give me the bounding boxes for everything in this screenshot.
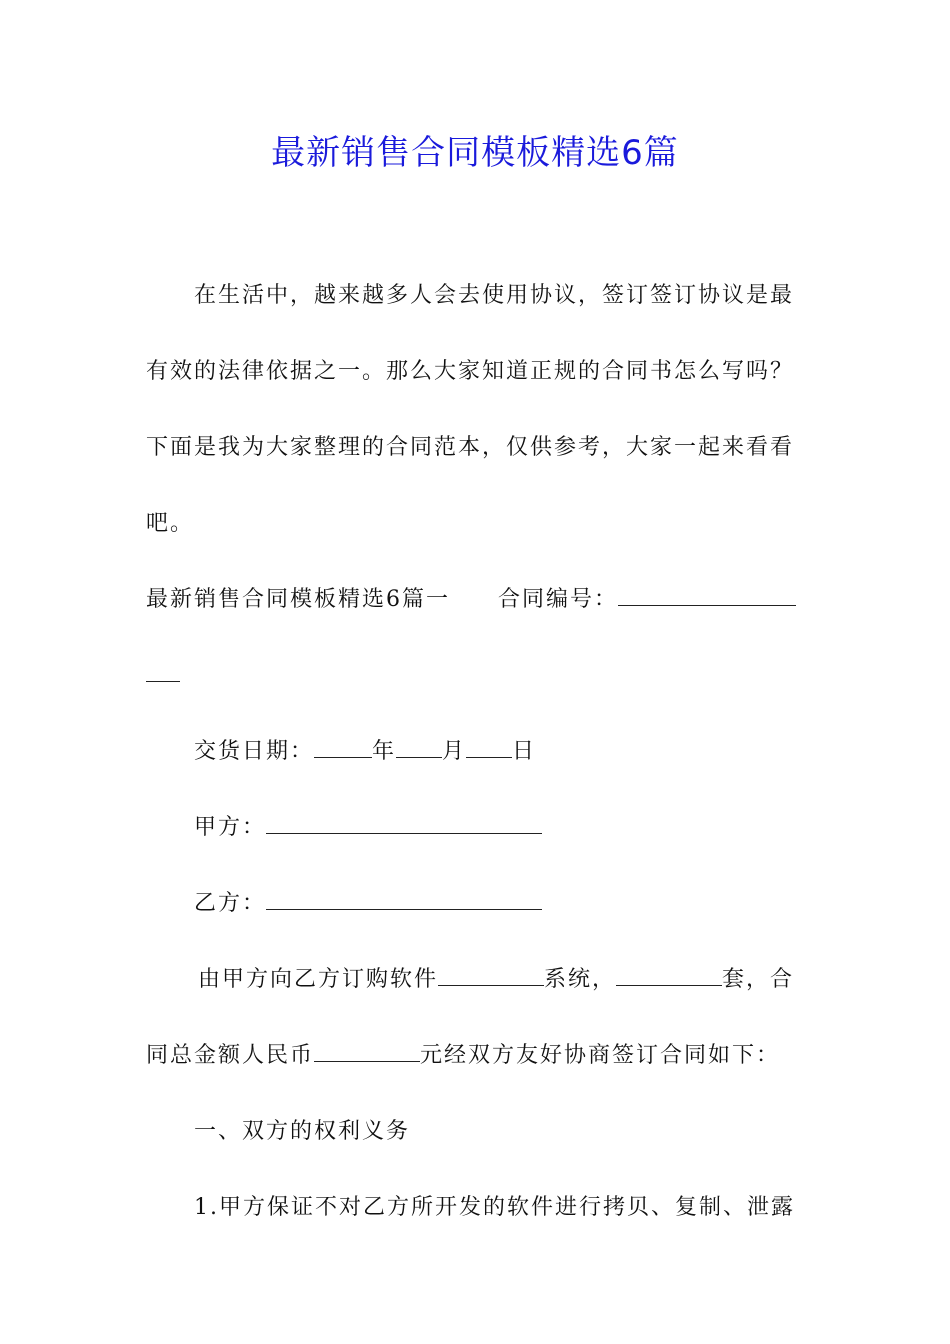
order-text: 套，合: [722, 967, 795, 992]
order-text: 同总金额人民币: [146, 1043, 315, 1068]
intro-line: 有效的法律依据之一。那么大家知道正规的合同书怎么写吗？: [146, 359, 795, 384]
day-label: 日: [512, 739, 537, 764]
order-paragraph: [146, 942, 806, 1094]
quantity-blank: [616, 967, 722, 986]
document-body: [146, 258, 806, 1246]
contract-number-blank: [618, 587, 796, 606]
section-heading: 最新销售合同模板精选6篇一: [146, 587, 450, 612]
day-blank: [466, 739, 512, 758]
amount-blank: [314, 1043, 420, 1062]
party-b-blank: [266, 891, 542, 910]
clause-heading: 一、双方的权利义务: [194, 1119, 411, 1144]
order-text: 由甲方向乙方订购软件: [198, 967, 439, 992]
delivery-date-line: [146, 714, 806, 790]
intro-line: 下面是我为大家整理的合同范本，仅供参考，大家一起来看看: [146, 435, 795, 460]
intro-line: 吧。: [146, 511, 195, 536]
contract-number-blank-continued: [146, 663, 180, 682]
intro-line: 在生活中，越来越多人会去使用协议，签订签订协议是最: [194, 283, 795, 308]
clause-1: 1.甲方保证不对乙方所开发的软件进行拷贝、复制、泄露: [194, 1195, 795, 1220]
contract-number-label: 合同编号：: [498, 587, 619, 612]
delivery-date-label: 交货日期：: [194, 739, 315, 764]
clause-1-line: [146, 1170, 806, 1246]
clause-heading-line: [146, 1094, 806, 1170]
order-text: 系统，: [544, 967, 617, 992]
year-label: 年: [372, 739, 397, 764]
party-a-blank: [266, 815, 542, 834]
year-blank: [314, 739, 372, 758]
party-b-line: [146, 866, 806, 942]
intro-paragraph: [146, 258, 806, 562]
document-title: 最新销售合同模板精选6篇: [271, 133, 679, 173]
software-name-blank: [438, 967, 544, 986]
party-a-line: [146, 790, 806, 866]
order-text: 元经双方友好协商签订合同如下：: [420, 1043, 781, 1068]
section-heading-line: [146, 562, 806, 714]
party-b-label: 乙方：: [194, 891, 267, 916]
party-a-label: 甲方：: [194, 815, 267, 840]
month-label: 月: [442, 739, 467, 764]
month-blank: [396, 739, 442, 758]
